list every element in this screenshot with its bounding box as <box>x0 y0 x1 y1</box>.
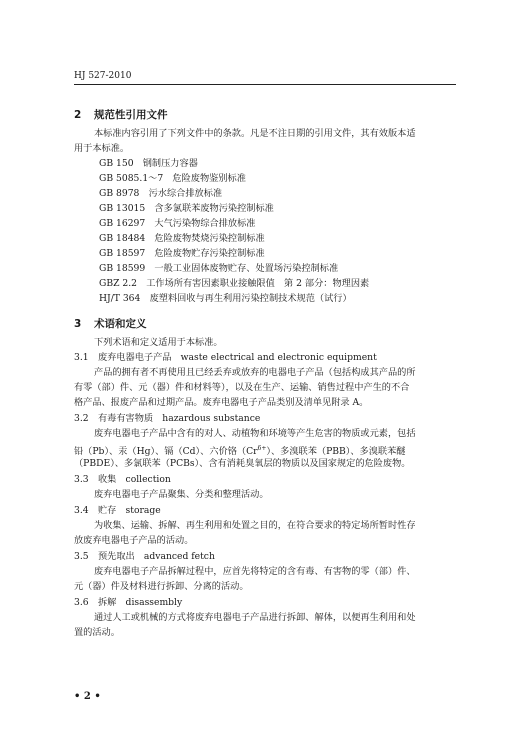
term-title: 拆解 disassembly <box>98 597 183 608</box>
reference-item: GB 18599 一般工业固体废物贮存、处置场污染控制标准 <box>99 263 339 274</box>
term-title: 收集 collection <box>98 474 171 485</box>
section-number: 2 <box>74 109 82 121</box>
section-title: 规范性引用文件 <box>94 109 168 121</box>
reference-item: GB 150 钢制压力容器 <box>99 158 198 169</box>
section-3-intro: 下列术语和定义适用于本标准。 <box>94 337 223 348</box>
term-3-4-definition-line: 为收集、运输、拆解、再生利用和处置之目的，在符合要求的特定场所暂时性存 <box>94 520 416 531</box>
reference-item: GB 18484 危险废物焚烧污染控制标准 <box>99 233 265 244</box>
section-2-intro-line: 用于本标准。 <box>74 143 130 154</box>
section-2-heading <box>74 107 168 122</box>
header-rule <box>74 84 456 85</box>
section-number: 3 <box>74 318 82 330</box>
section-title: 术语和定义 <box>94 318 147 330</box>
term-3-6-definition-line: 置的活动。 <box>74 627 120 638</box>
definition-text: 铅（Pb）、汞（Hg）、镉（Cd）、六价铬（Cr <box>74 446 258 458</box>
term-3-5-definition-line: 废弃电器电子产品拆解过程中，应首先将特定的含有毒、有害物的零（部）件、 <box>94 566 416 577</box>
term-3-1-definition-line: 产品的拥有者不再使用且已经丢弃或放弃的电器电子产品（包括构成其产品的所 <box>94 367 416 378</box>
definition-text: ）、多溴联苯（PBB）、多溴联苯醚 <box>266 446 406 458</box>
reference-item: GB 16297 大气污染物综合排放标准 <box>99 218 256 229</box>
term-3-3-definition-line: 废弃电器电子产品聚集、分类和整理活动。 <box>94 489 269 500</box>
reference-item: GB 13015 含多氯联苯废物污染控制标准 <box>99 203 274 214</box>
term-number: 3.3 <box>74 474 89 485</box>
term-3-1-definition-line: 格产品、报废产品和过期产品。废弃电器电子产品类别及清单见附录 A。 <box>74 397 369 408</box>
term-number: 3.5 <box>74 551 89 562</box>
reference-item: HJ/T 364 废塑料回收与再生利用污染控制技术规范（试行） <box>99 293 352 304</box>
term-3-3-heading <box>74 474 171 486</box>
term-3-5-definition-line: 元（器）件及材料进行拆卸、分离的活动。 <box>74 581 249 592</box>
term-3-6-heading <box>74 597 182 609</box>
term-number: 3.4 <box>74 505 89 516</box>
reference-item: GB 18597 危险废物贮存污染控制标准 <box>99 248 265 259</box>
term-number: 3.6 <box>74 597 89 608</box>
term-title: 贮存 storage <box>98 505 161 516</box>
term-3-5-heading <box>74 551 215 563</box>
term-title: 预先取出 advanced fetch <box>98 551 215 562</box>
section-3-heading <box>74 316 147 331</box>
page-number: • 2 • <box>74 691 101 702</box>
term-3-2-heading <box>74 413 260 425</box>
term-3-4-heading <box>74 505 161 517</box>
reference-item: GBZ 2.2 工作场所有害因素职业接触限值 第 2 部分：物理因素 <box>99 278 370 289</box>
term-3-6-definition-line: 通过人工或机械的方式将废弃电器电子产品进行拆卸、解体，以便再生利用和处 <box>94 612 416 623</box>
term-3-1-heading <box>74 352 377 364</box>
term-3-2-definition-line: 废弃电器电子产品中含有的对人、动植物和环境等产生危害的物质或元素，包括 <box>94 428 416 439</box>
reference-item: GB 8978 污水综合排放标准 <box>99 188 223 199</box>
standard-code-header: HJ 527-2010 <box>74 71 132 81</box>
term-number: 3.2 <box>74 413 89 424</box>
term-3-2-definition-line: （PBDE）、多氯联苯（PCBs）、含有消耗臭氧层的物质以及国家规定的危险废物。 <box>74 458 411 469</box>
section-2-intro-line: 本标准内容引用了下列文件中的条款。凡是不注日期的引用文件，其有效版本适 <box>94 128 416 139</box>
term-title: 有毒有害物质 hazardous substance <box>98 413 261 424</box>
reference-item: GB 5085.1～7 危险废物鉴别标准 <box>99 173 246 184</box>
term-number: 3.1 <box>74 352 89 363</box>
term-3-2-definition-line <box>74 443 405 458</box>
term-title: 废弃电器电子产品 waste electrical and electronic equipment <box>98 352 377 363</box>
term-3-4-definition-line: 放废弃电器电子产品的活动。 <box>74 535 194 546</box>
superscript: 6+ <box>257 445 267 452</box>
term-3-1-definition-line: 有零（部）件、元（器）件和材料等），以及在生产、运输、销售过程中产生的不合 <box>74 382 410 393</box>
